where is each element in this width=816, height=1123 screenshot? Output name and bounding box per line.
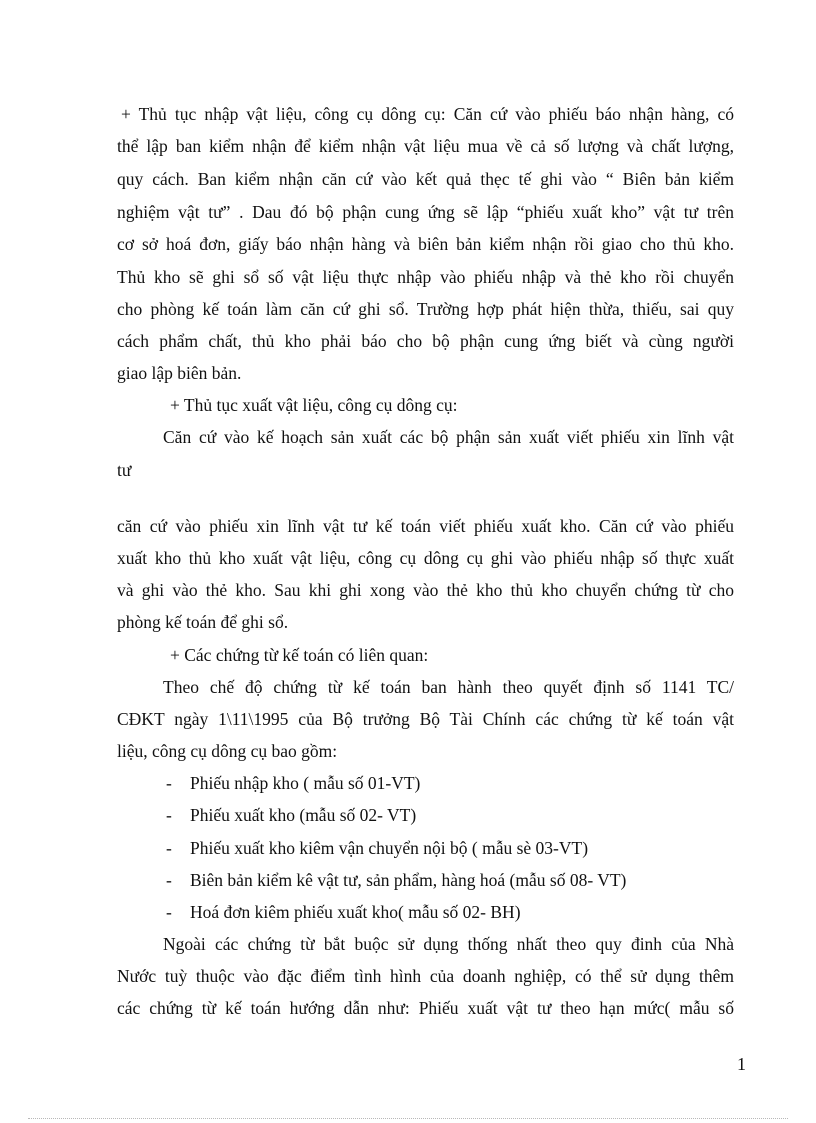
list-item-text: Biên bản kiểm kê vật tư, sản phẩm, hàng hoá (mẫu số 08- VT) bbox=[190, 870, 627, 890]
page-boundary-rule bbox=[28, 1118, 788, 1119]
bullet-dash: - bbox=[166, 870, 172, 890]
heading-export-procedure: + Thủ tục xuất vật liệu, công cụ dông cụ: bbox=[170, 395, 458, 415]
text-line: quy cách. Ban kiểm nhận căn cứ vào kết quả thẹc tế ghi vào “ Biên bản kiểm bbox=[117, 169, 734, 189]
text-line: CĐKT ngày 1\11\1995 của Bộ trưởng Bộ Tài Chính các chứng từ kế toán vật bbox=[117, 709, 734, 729]
list-item-text: Hoá đơn kiêm phiếu xuất kho( mẫu số 02- BH) bbox=[190, 902, 521, 922]
bullet-dash: - bbox=[166, 838, 172, 858]
text-line: phòng kế toán để ghi sổ. bbox=[117, 612, 289, 632]
bullet-dash: - bbox=[166, 773, 172, 793]
text-line: căn cứ vào phiếu xin lĩnh vật tư kế toán viết phiếu xuất kho. Căn cứ vào phiếu bbox=[117, 516, 734, 536]
text-line: nghiệm vật tư” . Dau đó bộ phận cung ứng sẽ lập “phiếu xuất kho” vật tư trên bbox=[117, 202, 734, 222]
text-line: các chứng từ kế toán hướng dẫn như: Phiếu xuất vật tư theo hạn mức( mẫu số bbox=[117, 998, 734, 1018]
bullet-dash: - bbox=[166, 805, 172, 825]
text-line: và ghi vào thẻ kho. Sau khi ghi xong vào thẻ kho thủ kho chuyển chứng từ cho bbox=[117, 580, 734, 600]
text-line: cơ sở hoá đơn, giấy báo nhận hàng và biên bản kiểm nhận rồi giao cho thủ kho. bbox=[117, 234, 734, 254]
heading-related-documents: + Các chứng từ kế toán có liên quan: bbox=[170, 645, 429, 665]
text-line: giao lập biên bản. bbox=[117, 363, 242, 383]
text-line: cách phẩm chất, thủ kho phải báo cho bộ phận cung ứng biết và cùng người bbox=[117, 331, 734, 351]
text-line: Thủ kho sẽ ghi sổ số vật liệu thực nhập vào phiếu nhập và thẻ kho rồi chuyển bbox=[117, 267, 734, 287]
list-item-text: Phiếu nhập kho ( mẫu số 01-VT) bbox=[190, 773, 421, 793]
text-line: cho phòng kế toán làm căn cứ ghi sổ. Trường hợp phát hiện thừa, thiếu, sai quy bbox=[117, 299, 734, 319]
text-line: thể lập ban kiểm nhận để kiểm nhận vật liệu mua về cả số lượng và chất lượng, bbox=[117, 136, 734, 156]
page-number: 1 bbox=[737, 1054, 746, 1074]
text-line: Theo chế độ chứng từ kế toán ban hành theo quyết định số 1141 TC/ bbox=[163, 677, 734, 697]
bullet-dash: - bbox=[166, 902, 172, 922]
list-item-text: Phiếu xuất kho (mẫu số 02- VT) bbox=[190, 805, 417, 825]
text-line: Nước tuỳ thuộc vào đặc điểm tình hình của doanh nghiệp, có thể sử dụng thêm bbox=[117, 966, 734, 986]
text-line: Căn cứ vào kế hoạch sản xuất các bộ phận sản xuất viết phiếu xin lĩnh vật bbox=[163, 427, 734, 447]
list-item-text: Phiếu xuất kho kiêm vận chuyển nội bộ ( mẫu sè 03-VT) bbox=[190, 838, 589, 858]
text-line: liệu, công cụ dông cụ bao gồm: bbox=[117, 741, 338, 761]
text-line: tư bbox=[117, 460, 132, 480]
text-line: Ngoài các chứng từ bắt buộc sử dụng thống nhất theo quy đinh của Nhà bbox=[163, 934, 734, 954]
text-line: + Thủ tục nhập vật liệu, công cụ dông cụ: Căn cứ vào phiếu báo nhận hàng, có bbox=[121, 104, 734, 124]
text-line: xuất kho thủ kho xuất vật liệu, công cụ dông cụ ghi vào phiếu nhập số thực xuất bbox=[117, 548, 734, 568]
